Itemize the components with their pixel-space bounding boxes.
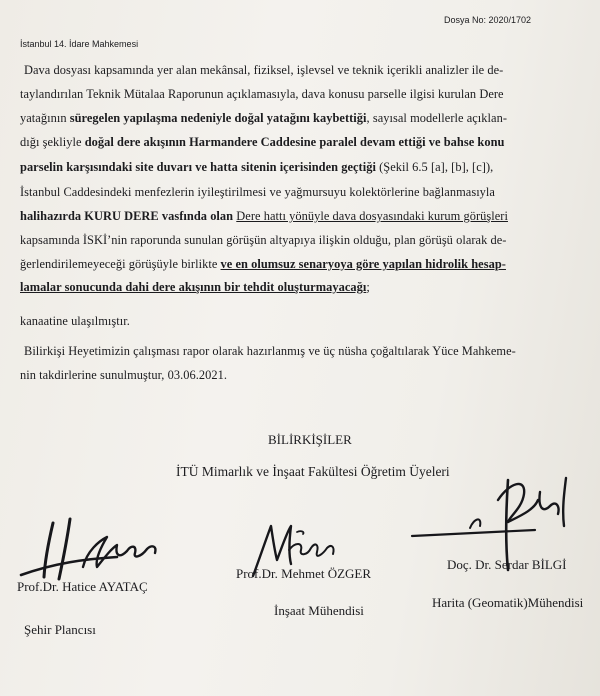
signatory-2-title: İnşaat Mühendisi — [274, 603, 364, 618]
body-line-10-end: ; — [366, 280, 370, 294]
body-line-3 — [20, 111, 507, 126]
body-line-4 — [20, 135, 505, 150]
body-line-7-bold: halihazırda KURU DERE vasfında olan — [20, 209, 234, 223]
body-line-4-a: dığı şekliyle — [20, 135, 85, 149]
body-line-9 — [20, 257, 506, 272]
document-number: Dosya No: 2020/1702 — [444, 15, 532, 25]
body-line-3-bold: süregelen yapılaşma nedeniyle doğal yatağını kaybettiği — [69, 111, 367, 125]
body-line-5-b: (Şekil 6.5 [a], [b], [c]), — [375, 160, 494, 174]
body-line-4-bold: doğal dere akışının Harmandere Caddesine paralel devam ettiği ve bahse konu — [84, 135, 505, 149]
body-line-6: İstanbul Caddesindeki menfezlerin iyileştirilmesi ve yağmursuyu kolektörlerine bağlanmasıyla — [20, 185, 495, 199]
signatory-2-name: Prof.Dr. Mehmet ÖZGER — [236, 566, 372, 581]
body-line-9-bold-underlined: ve en olumsuz senaryoya göre yapılan hidrolik hesap- — [220, 257, 506, 271]
experts-heading: BİLİRKİŞİLER — [268, 432, 352, 447]
body-line-10 — [20, 280, 370, 295]
signatory-1-title: Şehir Plancısı — [24, 622, 96, 637]
body-line-7-underlined: Dere hattı yönüyle dava dosyasındaki kurum görüşleri — [236, 209, 508, 223]
body-line-3-c: , sayısal modellerle açıklan- — [366, 111, 507, 125]
body-line-2: taylandırılan Teknik Mütalaa Raporunun açıklamasıyla, dava konusu parselle ilgisi kurulan Dere — [20, 87, 504, 101]
body-line-9-a: ğerlendirilemeyeceği görüşüyle birlikte — [20, 257, 221, 271]
body-line-5-bold: parselin karşısındaki site duvarı ve hatta sitenin içerisinden geçtiği — [20, 160, 376, 174]
body-line-8: kapsamında İSKİ’nin raporunda sunulan görüşün altyapıya ilişkin olduğu, plan görüşü olarak de- — [20, 233, 507, 247]
body-line-1: Dava dosyası kapsamında yer alan mekânsal, fiziksel, işlevsel ve teknik içerikli analizler ile de- — [24, 63, 504, 77]
body-line-10-bold-underlined: lamalar sonucunda dahi dere akışının bir tehdit oluşturmayacağı — [20, 280, 367, 294]
body-line-3-a: yatağının — [20, 111, 70, 125]
body-line-5 — [20, 160, 493, 175]
faculty-line: İTÜ Mimarlık ve İnşaat Fakültesi Öğretim Üyeleri — [176, 464, 450, 479]
court-name: İstanbul 14. İdare Mahkemesi — [20, 39, 139, 49]
submission-line-1: Bilirkişi Heyetimizin çalışması rapor olarak hazırlanmış ve üç nüsha çoğaltılarak Yüce Mahkeme- — [24, 344, 516, 358]
signatory-3-title: Harita (Geomatik)Mühendisi — [432, 595, 584, 610]
signatory-3-name: Doç. Dr. Serdar BİLGİ — [447, 557, 567, 572]
body-line-7 — [20, 209, 508, 224]
submission-line-2: nin takdirlerine sunulmuştur, 03.06.2021. — [20, 368, 228, 382]
conclusion-line: kanaatine ulaşılmıştır. — [20, 314, 130, 328]
signatory-1-name: Prof.Dr. Hatice AYATAÇ — [17, 579, 148, 594]
